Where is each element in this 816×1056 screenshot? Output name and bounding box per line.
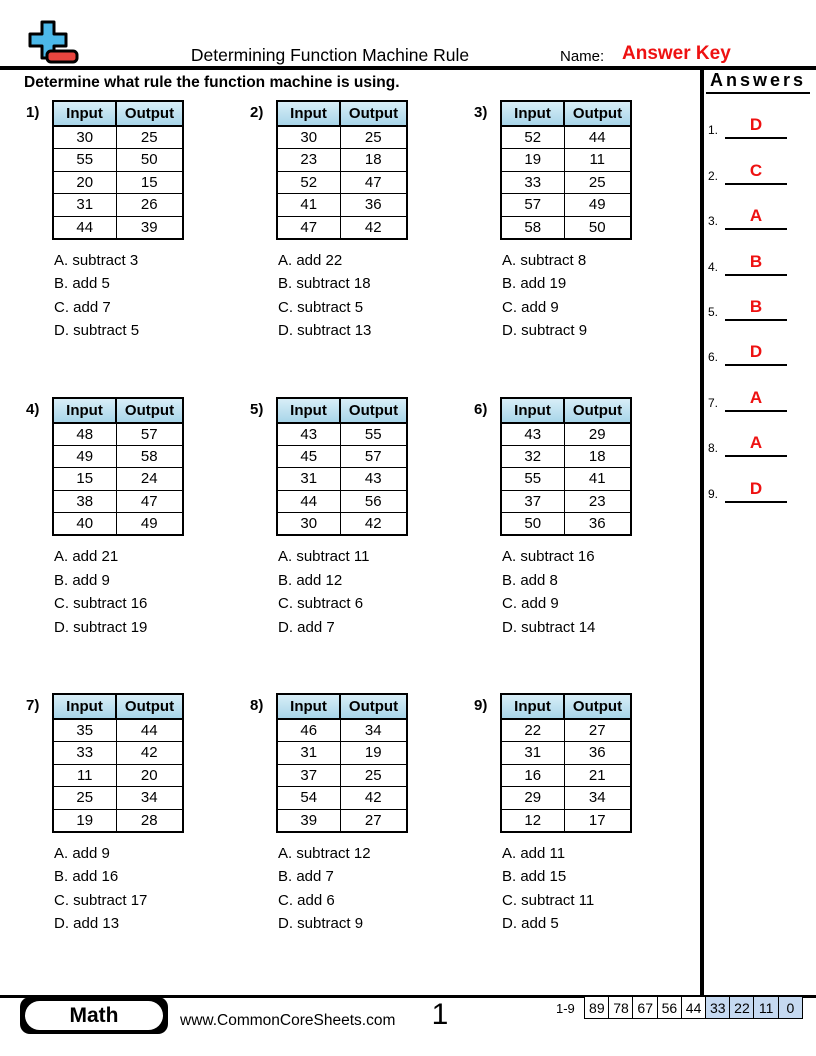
- answer-choice: A. subtract 16: [502, 548, 595, 565]
- output-value: 42: [340, 787, 407, 810]
- answer-choice: D. add 13: [54, 915, 120, 932]
- answer-choice: B. add 5: [54, 275, 110, 292]
- answer-item: [708, 321, 808, 366]
- output-column-header: Output: [340, 101, 407, 126]
- answer-choice: D. subtract 5: [54, 322, 140, 339]
- output-column-header: Output: [340, 398, 407, 423]
- table-row: [277, 742, 407, 765]
- input-value: 55: [53, 149, 116, 172]
- problem-number: 5): [250, 400, 264, 418]
- answer-choice: A. subtract 11: [278, 548, 370, 565]
- input-value: 30: [53, 126, 116, 149]
- output-column-header: Output: [116, 694, 183, 719]
- input-column-header: Input: [53, 398, 116, 423]
- answer-value: D: [725, 479, 787, 503]
- output-value: 19: [340, 742, 407, 765]
- choice-list: [502, 842, 696, 936]
- output-value: 57: [340, 445, 407, 468]
- input-value: 30: [277, 126, 340, 149]
- answer-choice: D. subtract 13: [278, 322, 372, 339]
- table-row: [501, 787, 631, 810]
- output-value: 50: [564, 216, 631, 239]
- answer-choice: B. add 12: [278, 571, 343, 589]
- io-table-header-row: [277, 398, 407, 423]
- input-column-header: Input: [53, 101, 116, 126]
- page-number: 1: [431, 998, 449, 1031]
- output-value: 42: [116, 742, 183, 765]
- output-value: 17: [564, 809, 631, 832]
- answer-choice: B. add 9: [54, 571, 110, 589]
- problem: [248, 693, 472, 990]
- score-cell: 0: [778, 996, 804, 1019]
- table-row: [53, 742, 183, 765]
- input-value: 12: [501, 809, 564, 832]
- answer-choice: D. subtract 14: [502, 618, 596, 636]
- output-value: 41: [564, 468, 631, 491]
- input-value: 23: [277, 149, 340, 172]
- output-value: 18: [564, 445, 631, 468]
- choice-list: [502, 545, 696, 639]
- table-row: [277, 490, 407, 513]
- output-value: 39: [116, 216, 183, 239]
- math-badge-label: Math: [25, 1001, 163, 1030]
- table-row: [501, 742, 631, 765]
- output-value: 25: [564, 171, 631, 194]
- input-value: 29: [501, 787, 564, 810]
- table-row: [53, 468, 183, 491]
- answer-choice: A. add 11: [502, 844, 566, 862]
- output-value: 34: [340, 719, 407, 742]
- problem: [472, 397, 696, 694]
- choice-list: [54, 842, 248, 936]
- io-table: [276, 693, 408, 833]
- output-value: 55: [340, 423, 407, 446]
- output-value: 15: [116, 171, 183, 194]
- input-value: 20: [53, 171, 116, 194]
- answer-item: [708, 412, 808, 457]
- answers-column-divider: [700, 69, 704, 995]
- answer-choice: B. add 19: [502, 275, 567, 292]
- io-table: [500, 100, 632, 240]
- io-table: [500, 693, 632, 833]
- answer-choice: A. subtract 8: [502, 251, 587, 269]
- io-table-header-row: [277, 694, 407, 719]
- input-value: 43: [501, 423, 564, 446]
- problem-number: 3): [474, 104, 488, 121]
- io-table-header-row: [501, 398, 631, 423]
- problem-number: 8): [250, 697, 264, 714]
- score-cell: 67: [632, 996, 658, 1019]
- choice-list: [54, 545, 248, 639]
- input-column-header: Input: [501, 694, 564, 719]
- input-value: 33: [501, 171, 564, 194]
- plus-minus-icon: [25, 20, 81, 64]
- output-value: 36: [340, 194, 407, 217]
- answer-choice: C. subtract 17: [54, 891, 148, 909]
- output-value: 25: [340, 764, 407, 787]
- table-row: [501, 216, 631, 239]
- problem-number: 1): [26, 104, 40, 121]
- input-column-header: Input: [277, 694, 340, 719]
- answer-number: 2.: [708, 168, 719, 183]
- table-row: [53, 490, 183, 513]
- answer-choice: C. add 7: [54, 298, 111, 316]
- answer-choice: C. subtract 16: [54, 595, 148, 612]
- instruction-text: Determine what rule the function machine is using.: [24, 74, 400, 91]
- score-cell: 33: [705, 996, 731, 1019]
- input-value: 25: [53, 787, 116, 810]
- table-row: [53, 764, 183, 787]
- output-value: 27: [564, 719, 631, 742]
- output-value: 58: [116, 445, 183, 468]
- answer-choice: B. subtract 18: [278, 275, 371, 292]
- input-value: 54: [277, 787, 340, 810]
- input-value: 46: [277, 719, 340, 742]
- answer-item: [708, 366, 808, 411]
- score-cell: 44: [681, 996, 707, 1019]
- input-value: 50: [501, 513, 564, 536]
- input-column-header: Input: [501, 101, 564, 126]
- answer-number: 1.: [708, 123, 719, 138]
- output-column-header: Output: [564, 398, 631, 423]
- choice-list: [502, 249, 696, 343]
- input-value: 52: [501, 126, 564, 149]
- answer-choice: C. add 9: [502, 298, 559, 316]
- problem: [24, 693, 248, 990]
- answer-item: [708, 457, 808, 502]
- answer-number: 4.: [708, 259, 719, 274]
- io-table: [276, 397, 408, 537]
- input-value: 45: [277, 445, 340, 468]
- math-badge: [20, 997, 168, 1034]
- table-row: [501, 423, 631, 446]
- table-row: [53, 787, 183, 810]
- table-row: [501, 194, 631, 217]
- output-value: 21: [564, 764, 631, 787]
- table-row: [53, 126, 183, 149]
- input-value: 31: [53, 194, 116, 217]
- input-value: 43: [277, 423, 340, 446]
- answer-choice: B. add 16: [54, 868, 119, 885]
- answer-value: C: [725, 161, 787, 185]
- table-row: [53, 171, 183, 194]
- name-value: Answer Key: [622, 43, 731, 64]
- answer-choice: D. subtract 19: [54, 618, 148, 636]
- answer-item: [708, 230, 808, 275]
- answer-choice: C. add 6: [278, 891, 335, 909]
- table-row: [277, 468, 407, 491]
- output-value: 20: [116, 764, 183, 787]
- output-value: 27: [340, 809, 407, 832]
- table-row: [277, 171, 407, 194]
- output-value: 44: [564, 126, 631, 149]
- answer-choice: B. add 8: [502, 571, 558, 589]
- header-divider: [0, 66, 816, 70]
- choice-list: [278, 249, 472, 343]
- input-value: 52: [277, 171, 340, 194]
- score-cell: 78: [608, 996, 634, 1019]
- input-value: 22: [501, 719, 564, 742]
- input-value: 16: [501, 764, 564, 787]
- name-label: Name:: [560, 48, 605, 65]
- input-value: 11: [53, 764, 116, 787]
- website-text: www.CommonCoreSheets.com: [180, 1012, 396, 1029]
- answer-value: B: [725, 252, 787, 276]
- output-value: 42: [340, 216, 407, 239]
- input-column-header: Input: [277, 398, 340, 423]
- output-value: 18: [340, 149, 407, 172]
- output-value: 56: [340, 490, 407, 513]
- choice-list: [278, 545, 472, 639]
- score-cell: 22: [729, 996, 755, 1019]
- page-title: Determining Function Machine Rule: [190, 45, 470, 65]
- io-table: [52, 100, 184, 240]
- table-row: [277, 149, 407, 172]
- table-row: [277, 809, 407, 832]
- answer-number: 8.: [708, 441, 719, 456]
- answer-choice: D. subtract 9: [502, 322, 588, 339]
- input-value: 58: [501, 216, 564, 239]
- table-row: [53, 423, 183, 446]
- answer-item: [708, 276, 808, 321]
- problem: [24, 100, 248, 397]
- answer-choice: A. add 22: [278, 251, 343, 269]
- answer-choice: A. add 21: [54, 548, 119, 565]
- io-table: [52, 397, 184, 537]
- output-value: 50: [116, 149, 183, 172]
- output-column-header: Output: [564, 694, 631, 719]
- io-table-header-row: [53, 398, 183, 423]
- output-value: 29: [564, 423, 631, 446]
- table-row: [501, 809, 631, 832]
- input-value: 15: [53, 468, 116, 491]
- answer-item: [708, 185, 808, 230]
- problem: [472, 100, 696, 397]
- table-row: [277, 126, 407, 149]
- input-value: 37: [277, 764, 340, 787]
- table-row: [501, 445, 631, 468]
- table-row: [277, 216, 407, 239]
- input-value: 48: [53, 423, 116, 446]
- table-row: [277, 194, 407, 217]
- output-value: 26: [116, 194, 183, 217]
- output-column-header: Output: [116, 398, 183, 423]
- problem-number: 9): [474, 697, 488, 714]
- output-value: 47: [340, 171, 407, 194]
- output-value: 49: [116, 513, 183, 536]
- answer-number: 9.: [708, 486, 719, 501]
- table-row: [501, 126, 631, 149]
- answer-value: B: [725, 297, 787, 321]
- output-value: 42: [340, 513, 407, 536]
- choice-list: [278, 842, 472, 936]
- answer-item: [708, 94, 808, 139]
- answer-value: A: [725, 388, 787, 412]
- input-value: 35: [53, 719, 116, 742]
- choice-list: [54, 249, 248, 343]
- score-range-label: 1-9: [556, 1001, 575, 1016]
- answer-value: D: [725, 115, 787, 139]
- table-row: [53, 445, 183, 468]
- table-row: [277, 787, 407, 810]
- io-table-header-row: [501, 694, 631, 719]
- answer-number: 7.: [708, 395, 719, 410]
- table-row: [501, 513, 631, 536]
- answer-number: 6.: [708, 350, 719, 365]
- output-value: 24: [116, 468, 183, 491]
- io-table-header-row: [277, 101, 407, 126]
- io-table: [276, 100, 408, 240]
- input-value: 31: [277, 468, 340, 491]
- table-row: [53, 216, 183, 239]
- answer-value: D: [725, 342, 787, 366]
- answer-choice: C. subtract 6: [278, 595, 364, 612]
- io-table-header-row: [501, 101, 631, 126]
- output-value: 36: [564, 742, 631, 765]
- input-column-header: Input: [277, 101, 340, 126]
- answer-choice: D. subtract 9: [278, 915, 364, 932]
- io-table-header-row: [53, 101, 183, 126]
- output-column-header: Output: [564, 101, 631, 126]
- output-value: 49: [564, 194, 631, 217]
- table-row: [53, 719, 183, 742]
- table-row: [501, 490, 631, 513]
- output-value: 34: [564, 787, 631, 810]
- input-value: 47: [277, 216, 340, 239]
- output-column-header: Output: [340, 694, 407, 719]
- output-column-header: Output: [116, 101, 183, 126]
- table-row: [53, 809, 183, 832]
- answer-choice: A. subtract 12: [278, 844, 371, 862]
- io-table: [52, 693, 184, 833]
- output-value: 23: [564, 490, 631, 513]
- table-row: [53, 513, 183, 536]
- problem-number: 4): [26, 400, 40, 418]
- score-cell: 56: [657, 996, 683, 1019]
- output-value: 25: [116, 126, 183, 149]
- input-value: 31: [277, 742, 340, 765]
- answer-choice: C. subtract 5: [278, 298, 364, 316]
- input-value: 19: [53, 809, 116, 832]
- table-row: [501, 171, 631, 194]
- io-table: [500, 397, 632, 537]
- answer-choice: B. add 7: [278, 868, 334, 885]
- output-value: 28: [116, 809, 183, 832]
- problem: [248, 397, 472, 694]
- table-row: [277, 719, 407, 742]
- answer-value: A: [725, 433, 787, 457]
- output-value: 34: [116, 787, 183, 810]
- score-table: [584, 996, 803, 1019]
- table-row: [277, 445, 407, 468]
- table-row: [277, 423, 407, 446]
- input-value: 30: [277, 513, 340, 536]
- problem-number: 6): [474, 400, 488, 418]
- io-table-header-row: [53, 694, 183, 719]
- table-row: [277, 764, 407, 787]
- table-row: [501, 149, 631, 172]
- input-value: 55: [501, 468, 564, 491]
- output-value: 36: [564, 513, 631, 536]
- input-column-header: Input: [501, 398, 564, 423]
- table-row: [501, 468, 631, 491]
- input-value: 44: [53, 216, 116, 239]
- input-value: 38: [53, 490, 116, 513]
- problem-number: 2): [250, 104, 264, 121]
- answer-choice: B. add 15: [502, 868, 567, 885]
- table-row: [53, 194, 183, 217]
- input-value: 41: [277, 194, 340, 217]
- problem: [472, 693, 696, 990]
- problems-grid: [24, 100, 696, 990]
- problem-number: 7): [26, 697, 40, 714]
- output-value: 44: [116, 719, 183, 742]
- table-row: [277, 513, 407, 536]
- table-row: [501, 764, 631, 787]
- input-value: 49: [53, 445, 116, 468]
- table-row: [53, 149, 183, 172]
- input-value: 19: [501, 149, 564, 172]
- input-value: 32: [501, 445, 564, 468]
- score-cell: 89: [584, 996, 610, 1019]
- answer-choice: A. add 9: [54, 844, 110, 862]
- output-value: 57: [116, 423, 183, 446]
- input-value: 39: [277, 809, 340, 832]
- problem: [24, 397, 248, 694]
- answer-number: 5.: [708, 304, 719, 319]
- answer-choice: C. subtract 11: [502, 891, 595, 909]
- input-value: 31: [501, 742, 564, 765]
- answer-choice: A. subtract 3: [54, 251, 139, 269]
- score-cell: 11: [753, 996, 779, 1019]
- output-value: 43: [340, 468, 407, 491]
- input-value: 44: [277, 490, 340, 513]
- input-value: 40: [53, 513, 116, 536]
- problem: [248, 100, 472, 397]
- answer-choice: C. add 9: [502, 595, 559, 612]
- answers-title: Answers: [706, 70, 810, 94]
- answer-value: A: [725, 206, 787, 230]
- input-value: 37: [501, 490, 564, 513]
- output-value: 25: [340, 126, 407, 149]
- input-value: 33: [53, 742, 116, 765]
- input-column-header: Input: [53, 694, 116, 719]
- answers-list: [708, 94, 808, 503]
- output-value: 47: [116, 490, 183, 513]
- output-value: 11: [564, 149, 631, 172]
- answer-choice: D. add 5: [502, 915, 559, 932]
- answer-choice: D. add 7: [278, 618, 335, 636]
- table-row: [501, 719, 631, 742]
- answer-number: 3.: [708, 214, 719, 229]
- answer-item: [708, 139, 808, 184]
- input-value: 57: [501, 194, 564, 217]
